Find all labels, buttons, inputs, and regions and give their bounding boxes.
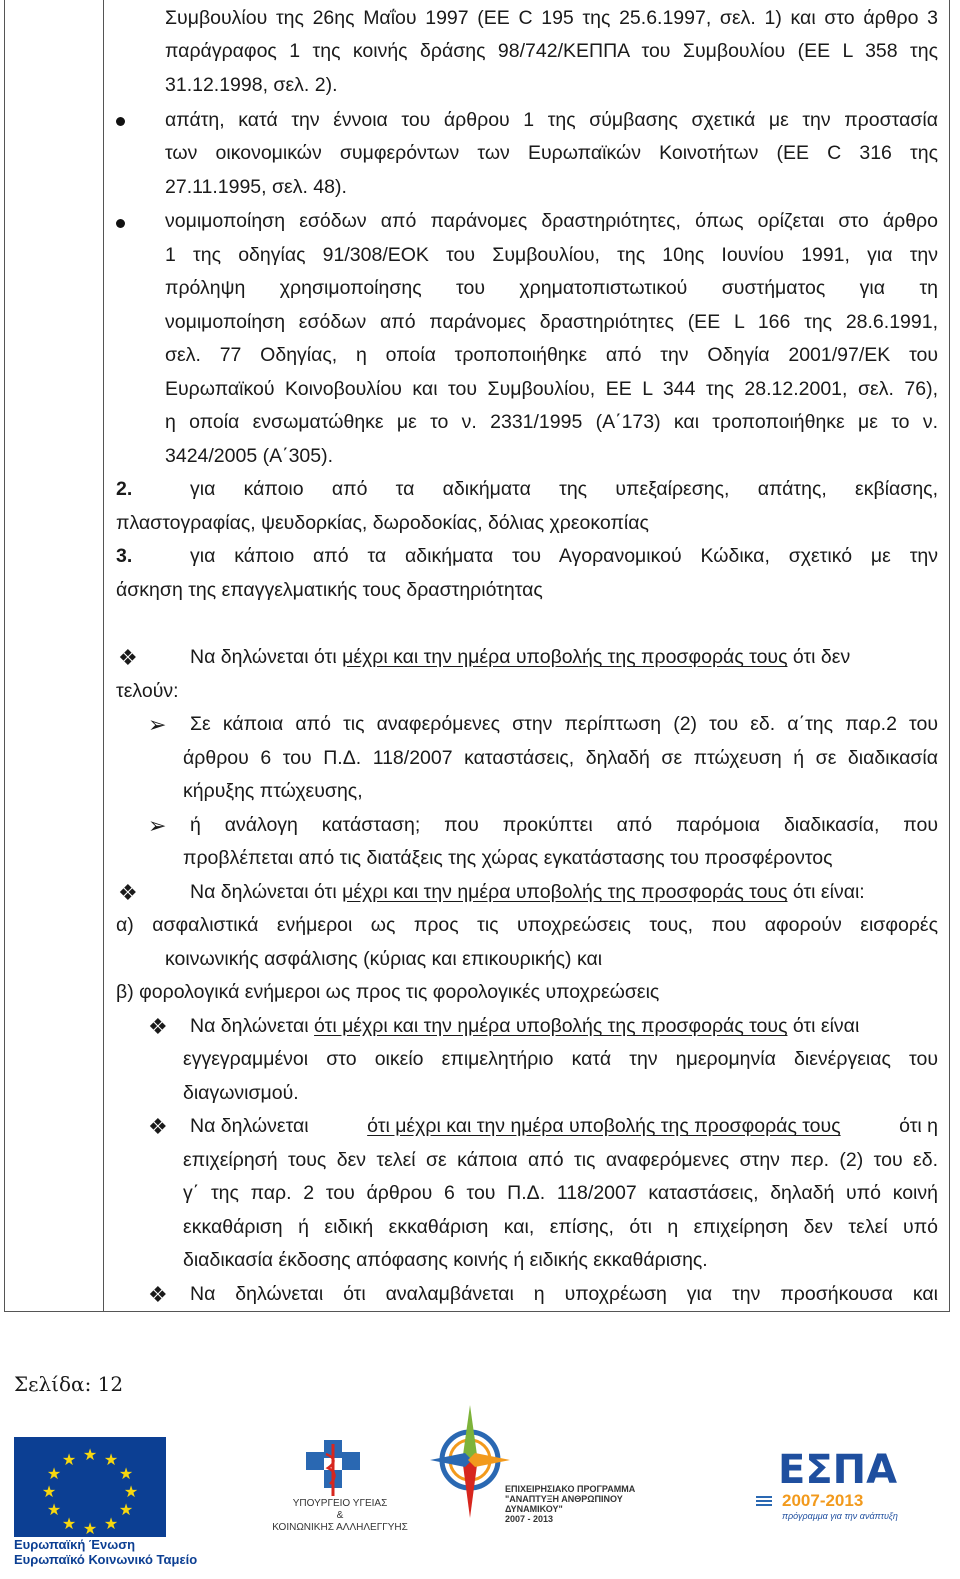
text-line: Να δηλώνεται ότι μέχρι και την ημέρα υποβολής της προσφοράς τους ότι είναι: xyxy=(190,881,865,903)
text-line: νομιμοποίηση εσόδων από παράνομες δραστηριότητες (ΕΕ L 166 της 28.6.1991, xyxy=(165,311,938,333)
text-line: πρόληψη χρησιμοποίησης του χρηματοπιστωτικού συστήματος για τη xyxy=(165,277,938,299)
espa-logo-title: ΕΣΠΑ xyxy=(778,1447,898,1493)
text-line: παράγραφος 1 της κοινής δράσης 98/742/ΚΕΠΠΑ του Συμβουλίου (ΕΕ L 358 της xyxy=(165,40,938,62)
text-line: η οποία ενσωματώθηκε με το ν. 2331/1995 (Α΄173) και τροποποιήθηκε με το ν. xyxy=(165,411,938,433)
text-line: α) ασφαλιστικά ενήμεροι ως προς τις υποχρεώσεις τους, που αφορούν εισφορές xyxy=(116,914,938,936)
svg-text:★: ★ xyxy=(61,1450,77,1469)
eu-flag-logo xyxy=(14,1437,166,1537)
ministry-cross-logo xyxy=(298,1440,380,1500)
text-line: διαγωνισμού. xyxy=(183,1082,299,1104)
text-line: Σε κάποια από τις αναφερόμενες στην περίπτωση (2) του εδ. α΄της παρ.2 του xyxy=(190,713,938,735)
text-line: απάτη, κατά την έννοια του άρθρου 1 της σύμβασης σχετικά με την προστασία xyxy=(165,109,938,131)
text-line: Να δηλώνεται ότι μέχρι και την ημέρα υποβολής της προσφοράς τους ότι δεν xyxy=(190,646,851,668)
table-column-divider xyxy=(103,0,104,1312)
svg-text:★: ★ xyxy=(118,1500,134,1519)
compass-logo xyxy=(430,1400,510,1540)
text-line: Να δηλώνεται ότι μέχρι και την ημέρα υποβολής της προσφοράς τους ότι είναι xyxy=(190,1015,860,1037)
text-line: κήρυξης πτώχευσης, xyxy=(183,780,363,802)
text-line: 3424/2005 (Α΄305). xyxy=(165,445,334,467)
diamond-bullet-icon: ❖ xyxy=(118,880,138,905)
program-caption: ΕΠΙΧΕΙΡΗΣΙΑΚΟ ΠΡΟΓΡΑΜΜΑ "ΑΝΑΠΤΥΞΗ ΑΝΘΡΩΠΙΝΟΥ ΔΥΝΑΜΙΚΟΥ" 2007 - 2013 xyxy=(505,1484,636,1524)
text-line: νομιμοποίηση εσόδων από παράνομες δραστηριότητες, όπως ορίζεται στο άρθρο xyxy=(165,210,938,232)
text-line: προβλέπεται από τις διατάξεις της χώρας εγκατάστασης του προσφέροντος xyxy=(183,847,833,869)
text-line: τελούν: xyxy=(116,680,179,702)
diamond-bullet-icon: ❖ xyxy=(148,1282,168,1307)
text-line: γ΄ της παρ. 2 του άρθρου 6 του Π.Δ. 118/2007 καταστάσεις, δηλαδή υπό κοινή xyxy=(183,1182,938,1204)
text-line: 31.12.1998, σελ. 2). xyxy=(165,74,338,96)
svg-text:★: ★ xyxy=(46,1464,62,1483)
svg-text:★: ★ xyxy=(103,1514,119,1533)
svg-text:★: ★ xyxy=(123,1482,139,1501)
ministry-caption: ΥΠΟΥΡΓΕΙΟ ΥΓΕΙΑΣ & ΚΟΙΝΩΝΙΚΗΣ ΑΛΛΗΛΕΓΓΥΗΣ xyxy=(272,1498,408,1533)
page-number: Σελίδα: 12 xyxy=(14,1372,124,1396)
text-line: κοινωνικής ασφάλισης (κύριας και επικουρικής) και xyxy=(165,948,603,970)
diamond-bullet-icon: ❖ xyxy=(148,1114,168,1139)
bullet-dot xyxy=(116,219,125,228)
svg-text:★: ★ xyxy=(82,1519,98,1537)
svg-text:★: ★ xyxy=(41,1482,57,1501)
text-line: Συμβουλίου της 26ης Μαΐου 1997 (ΕΕ C 195 της 25.6.1997, σελ. 1) και στο άρθρο 3 xyxy=(165,7,938,29)
svg-text:★: ★ xyxy=(61,1514,77,1533)
item-number: 3. xyxy=(116,545,133,567)
text-line: Να δηλώνεται ότι αναλαμβάνεται η υποχρέωση για την προσήκουσα και xyxy=(190,1283,938,1305)
diamond-bullet-icon: ❖ xyxy=(118,645,138,670)
greek-flag-icon xyxy=(756,1496,772,1507)
text-line: για κάποιο από τα αδικήματα της υπεξαίρεσης, απάτης, εκβίασης, xyxy=(190,478,938,500)
text-line: ή ανάλογη κατάσταση; που προκύπτει από παρόμοια διαδικασία, που xyxy=(190,814,938,836)
text-line: άσκηση της επαγγελματικής τους δραστηριότητας xyxy=(116,579,543,601)
text-line: β) φορολογικά ενήμεροι ως προς τις φορολογικές υποχρεώσεις xyxy=(116,981,660,1003)
text-line: 27.11.1995, σελ. 48). xyxy=(165,176,347,198)
text-line: άρθρου 6 του Π.Δ. 118/2007 καταστάσεις, δηλαδή σε πτώχευση ή σε διαδικασία xyxy=(183,747,938,769)
espa-logo-tagline: πρόγραμμα για την ανάπτυξη xyxy=(782,1511,898,1521)
bullet-dot xyxy=(116,117,125,126)
text-line: επιχείρησή τους δεν τελεί σε κάποια από τις αναφερόμενες στην περ. (2) του εδ. xyxy=(183,1149,938,1171)
svg-text:★: ★ xyxy=(118,1464,134,1483)
espa-logo-years: 2007-2013 xyxy=(782,1491,864,1510)
text-line: 1 της οδηγίας 91/308/ΕΟΚ του Συμβουλίου, της 10ης Ιουνίου 1991, για την xyxy=(165,244,938,266)
svg-text:★: ★ xyxy=(103,1450,119,1469)
text-line: σελ. 77 Οδηγίας, η οποία τροποποιήθηκε από την Οδηγία 2001/97/ΕΚ του xyxy=(165,344,938,366)
text-line: Ευρωπαϊκού Κοινοβουλίου και του Συμβουλίου, ΕΕ L 344 της 28.12.2001, σελ. 76), xyxy=(165,378,938,400)
text-line: διαδικασία έκδοσης απόφασης κοινής ή ειδικής εκκαθάρισης. xyxy=(183,1249,708,1271)
text-line: Να δηλώνεται ότι μέχρι και την ημέρα υποβολής της προσφοράς τους ότι η xyxy=(190,1115,938,1137)
text-line: των οικονομικών συμφερόντων των Ευρωπαϊκών Κοινοτήτων (ΕΕ C 316 της xyxy=(165,142,938,164)
text-line: εκκαθάριση ή ειδική εκκαθάριση και, επίσης, ότι η επιχείρηση δεν τελεί υπό xyxy=(183,1216,938,1238)
svg-text:★: ★ xyxy=(82,1445,98,1464)
item-number: 2. xyxy=(116,478,133,500)
eu-caption: Ευρωπαϊκή Ένωση Ευρωπαϊκό Κοινωνικό Ταμείο xyxy=(14,1537,198,1567)
text-line: για κάποιο από τα αδικήματα του Αγορανομικού Κώδικα, σχετικό με την xyxy=(190,545,938,567)
diamond-bullet-icon: ❖ xyxy=(148,1014,168,1039)
text-line: εγγεγραμμένοι στο οικείο επιμελητήριο κατά την ημερομηνία διενέργειας του xyxy=(183,1048,938,1070)
text-line: πλαστογραφίας, ψευδορκίας, δωροδοκίας, δόλιας χρεοκοπίας xyxy=(116,512,649,534)
svg-text:★: ★ xyxy=(46,1500,62,1519)
arrow-bullet-icon: ➢ xyxy=(148,813,167,838)
arrow-bullet-icon: ➢ xyxy=(148,712,167,737)
